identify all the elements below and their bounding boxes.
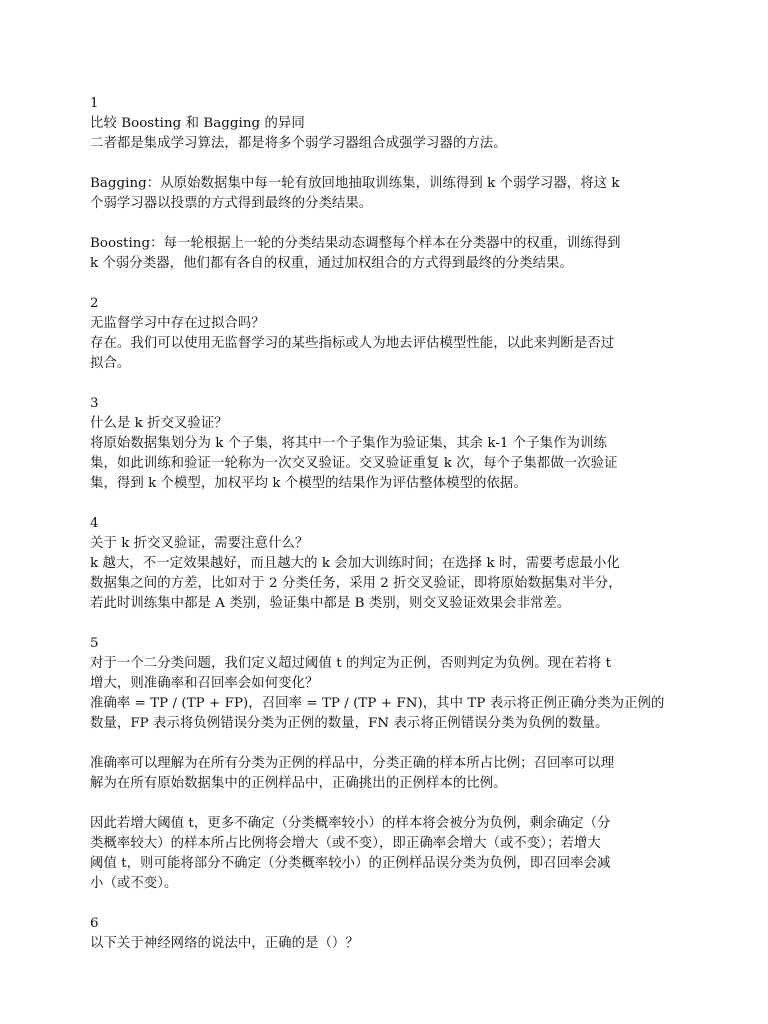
question-4-number: 4 (90, 516, 99, 531)
question-6-title: 以下关于神经网络的说法中，正确的是（）？ (90, 936, 359, 951)
question-4-title: 关于 k 折交叉验证，需要注意什么？ (90, 536, 309, 551)
question-2-answer-line-1: 存在。我们可以使用无监督学习的某些指标或人为地去评估模型性能，以此来判断是否过 (90, 336, 615, 351)
question-5-formula-line-2: 数量，FP 表示将负例错误分类为正例的数量，FN 表示将正例错误分类为负例的数量。 (90, 716, 609, 731)
question-6-number: 6 (90, 916, 99, 931)
question-4-answer-line-2: 数据集之间的方差，比如对于 2 分类任务，采用 2 折交叉验证，即将原始数据集对半分， (90, 576, 622, 591)
question-5-conclusion-line-1: 因此若增大阈值 t，更多不确定（分类概率较小）的样本将会被分为负例，剩余确定（分 (90, 816, 611, 831)
question-3-number: 3 (90, 396, 99, 411)
question-3-answer-line-2: 集，如此训练和验证一轮称为一次交叉验证。交叉验证重复 k 次，每个子集都做一次验证 (90, 456, 618, 471)
question-5-explanation-line-2: 解为在所有原始数据集中的正例样品中，正确挑出的正例样本的比例。 (90, 776, 507, 791)
question-5-number: 5 (90, 636, 99, 651)
question-5-formula-line-1: 准确率 = TP / (TP + FP)，召回率 = TP / (TP + FN)，其中 TP 表示将正例正确分类为正例的 (90, 696, 665, 711)
question-3-answer-line-1: 将原始数据集划分为 k 个子集，将其中一个子集作为验证集，其余 k-1 个子集作为训练 (90, 436, 607, 451)
question-1-number: 1 (90, 96, 99, 111)
question-3-title: 什么是 k 折交叉验证？ (90, 416, 228, 431)
question-5-explanation-line-1: 准确率可以理解为在所有分类为正例的样品中，分类正确的样本所占比例；召回率可以理 (90, 756, 615, 771)
question-2-title: 无监督学习中存在过拟合吗？ (90, 316, 265, 331)
question-1-answer-summary: 二者都是集成学习算法，都是将多个弱学习器组合成强学习器的方法。 (90, 136, 507, 151)
question-5-conclusion-line-3: 阈值 t，则可能将部分不确定（分类概率较小）的正例样品误分类为负例，即召回率会减 (90, 856, 611, 871)
question-2-number: 2 (90, 296, 99, 311)
question-1-bagging-line-2: 个弱学习器以投票的方式得到最终的分类结果。 (90, 196, 373, 211)
question-1-title: 比较 Boosting 和 Bagging 的异同 (90, 116, 305, 131)
question-5-title-line-2: 增大，则准确率和召回率会如何变化？ (90, 676, 319, 691)
question-4-answer-line-1: k 越大，不一定效果越好，而且越大的 k 会加大训练时间；在选择 k 时，需要考虑最小化 (90, 556, 620, 571)
question-1-bagging-line-1: Bagging：从原始数据集中每一轮有放回地抽取训练集，训练得到 k 个弱学习器，将这 k (90, 176, 620, 191)
question-5-conclusion-line-4: 小（或不变）。 (90, 876, 178, 891)
question-4-answer-line-3: 若此时训练集中都是 A 类别，验证集中都是 B 类别，则交叉验证效果会非常差。 (90, 596, 571, 611)
question-2-answer-line-2: 拟合。 (90, 356, 131, 371)
question-3-answer-line-3: 集，得到 k 个模型，加权平均 k 个模型的结果作为评估整体模型的依据。 (90, 476, 527, 491)
question-1-boosting-line-1: Boosting：每一轮根据上一轮的分类结果动态调整每个样本在分类器中的权重，训练得到 (90, 236, 621, 251)
question-5-conclusion-line-2: 类概率较大）的样本所占比例将会增大（或不变），即正确率会增大（或不变）；若增大 (90, 836, 601, 851)
question-1-boosting-line-2: k 个弱分类器，他们都有各自的权重，通过加权组合的方式得到最终的分类结果。 (90, 256, 573, 271)
question-5-title-line-1: 对于一个二分类问题，我们定义超过阈值 t 的判定为正例，否则判定为负例。现在若将 t (90, 656, 612, 671)
